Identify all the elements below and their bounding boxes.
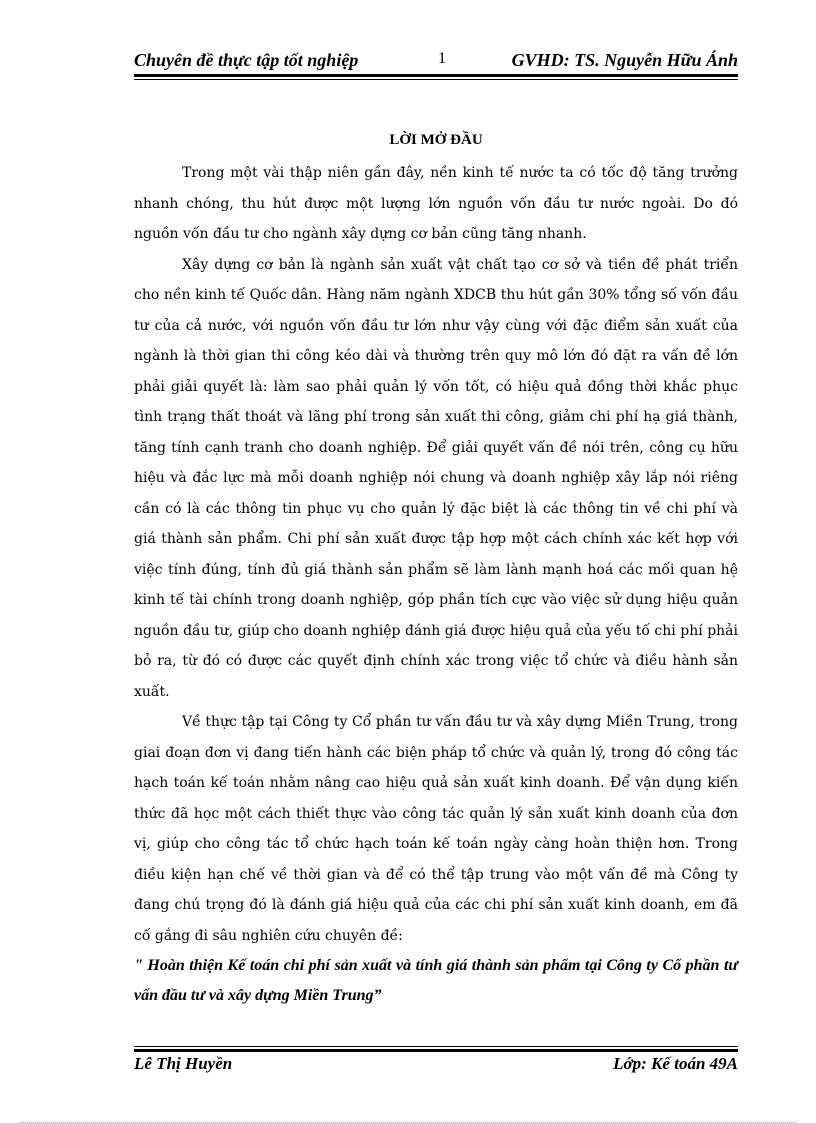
thesis-title: " Hoàn thiện Kế toán chi phí sản xuất và tính giá thành sản phẩm tại Công ty Cổ phần tư vấn đầu tư và xây dựng Miền Trung” bbox=[134, 957, 738, 1004]
paragraph: Xây dựng cơ bản là ngành sản xuất vật chất tạo cơ sở và tiền đề phát triển cho nền kinh tế Quốc dân. Hàng năm ngành XDCB thu hút gần 30% tổng số vốn đầu tư của cả nước, với nguồn vốn đầu tư lớn như vậy cùng với đặc điểm sản xuất của ngành là thời gian thi công kéo dài và thường trên quy mô lớn đó đặt ra vấn đề lớn phải giải quyết là: làm sao phải quản lý vốn tốt, có hiệu quả đồng thời khắc phục tình trạng thất thoát và lãng phí trong sản xuất thi công, giảm chi phí hạ giá thành, tăng tính cạnh tranh cho doanh nghiệp. Để giải quyết vấn đề nói trên, công cụ hữu hiệu và đắc lực mà mỗi doanh nghiệp nói chung và doanh nghiệp xây lắp nói riêng cần có là các thông tin phục vụ cho quản lý đặc biệt là các thông tin về chi phí và giá thành sản phẩm. Chi phí sản xuất được tập hợp một cách chính xác kết hợp với việc tính đúng, tính đủ giá thành sản phẩm sẽ làm lành mạnh hoá các mối quan hệ kinh tế tài chính trong doanh nghiệp, góp phần tích cực vào việc sử dụng hiệu quản nguồn đầu tư, giúp cho doanh nghiệp đánh giá được hiệu quả của yếu tố chi phí phải bỏ ra, từ đó có được các quyết định chính xác trong việc tổ chức và điều hành sản xuất. bbox=[134, 256, 738, 700]
page-number: 1 bbox=[438, 50, 446, 67]
document-body bbox=[134, 158, 738, 1011]
footer-author: Lê Thị Huyền bbox=[134, 1054, 233, 1073]
header-course-title: Chuyên đề thực tập tốt nghiệp bbox=[134, 50, 359, 70]
footer-class: Lớp: Kế toán 49A bbox=[613, 1054, 738, 1073]
header-rule-thick bbox=[134, 74, 738, 77]
header-supervisor: GVHD: TS. Nguyễn Hữu Ánh bbox=[511, 50, 738, 70]
paragraph: Trong một vài thập niên gần đây, nền kinh tế nước ta có tốc độ tăng trưởng nhanh chóng, thu hút được một lượng lớn nguồn vốn đầu tư nước ngoài. Do đó nguồn vốn đầu tư cho ngành xây dựng cơ bản cũng tăng nhanh. bbox=[134, 165, 738, 242]
page-header bbox=[134, 44, 738, 74]
footer-rule-thin bbox=[134, 1046, 738, 1047]
header-rule-thin bbox=[134, 79, 738, 80]
footer-rule-thick bbox=[134, 1049, 738, 1052]
page-title: LỜI MỞ ĐẦU bbox=[389, 132, 483, 148]
paragraph: Về thực tập tại Công ty Cổ phần tư vấn đầu tư và xây dựng Miền Trung, trong giai đoạn đơn vị đang tiến hành các biện pháp tổ chức và quản lý, trong đó công tác hạch toán kế toán nhằm nâng cao hiệu quả sản xuất kinh doanh. Để vận dụng kiến thức đã học một cách thiết thực vào công tác quản lý sản xuất kinh doanh của đơn vị, giúp cho công tác tổ chức hạch toán kế toán ngày càng hoàn thiện hơn. Trong điều kiện hạn chế về thời gian và để có thể tập trung vào một vấn đề mà Công ty đang chú trọng đó là đánh giá hiệu quả của các chi phí sản xuất kinh doanh, em đã cố gắng đi sâu nghiên cứu chuyên đề: bbox=[134, 714, 738, 944]
